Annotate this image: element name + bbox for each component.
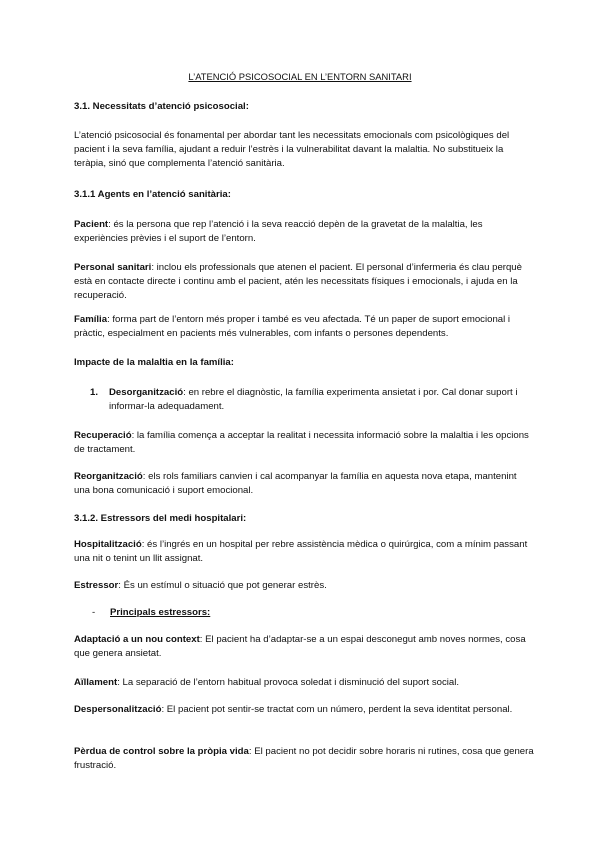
impact-term: Reorganització [74,471,143,482]
impact-term: Recuperació [74,430,132,441]
agent-familia [74,313,534,341]
stressor-aillament [74,676,534,690]
stressors-list-title: Principals estressors: [110,607,211,618]
impact-desorganitzacio [109,386,534,414]
stressor-despersonalitzacio [74,703,534,717]
agent-pacient [74,218,534,246]
definition-text: : És un estímul o situació que pot generar estrès. [118,580,327,591]
stressor-text: : El pacient no pot decidir sobre horaris ni rutines, cosa que genera frustració. [74,746,534,771]
stressor-adaptacio [74,633,534,661]
stressor-text: : La separació de l’entorn habitual provoca soledat i disminució del suport social. [117,677,460,688]
impact-recuperacio [74,429,534,457]
document-title: L’ATENCIÓ PSICOSOCIAL EN L’ENTORN SANITARI [188,71,412,82]
stressor-term: Aïllament [74,677,118,688]
definition-text: : és l’ingrés en un hospital per rebre assistència mèdica o quirúrgica, com a mínim passant una nit o tenint un llit assignat. [74,539,528,564]
section-3-1-2-heading: 3.1.2. Estressors del medi hospitalari: [74,513,247,524]
definition-term: Hospitalització [74,539,142,550]
impact-text: : en rebre el diagnòstic, la família experimenta ansietat i por. Cal donar suport i informar-la adequadament. [109,387,518,412]
agent-term: Personal sanitari [74,262,152,273]
agent-personal-sanitari [74,261,534,303]
list-dash: - [92,607,96,618]
impact-reorganitzacio [74,470,534,498]
section-3-1-1-heading: 3.1.1 Agents en l’atenció sanitària: [74,189,231,200]
agent-text: : inclou els professionals que atenen el pacient. El personal d’infermeria és clau perquè està en contacte directe i continu amb el pacient, atén les necessitats físiques i emocionals, i ajuda en la recuperació. [74,262,522,301]
stressor-text: : El pacient pot sentir-se tractat com un número, perdent la seva identitat personal. [161,704,513,715]
agent-text: : és la persona que rep l’atenció i la seva reacció depèn de la gravetat de la malaltia, les experiències prèvies i el suport de l’entorn. [74,219,483,244]
stressor-text: : El pacient ha d’adaptar-se a un espai desconegut amb noves normes, cosa que genera ansietat. [74,634,526,659]
hospitalitzacio-definition [74,538,534,566]
section-3-1-heading: 3.1. Necessitats d’atenció psicosocial: [74,101,249,112]
impact-text: : la família comença a acceptar la realitat i necessita informació sobre la malaltia i les opcions de tractament. [74,430,529,455]
stressor-perdua-control [74,745,534,773]
definition-term: Estressor [74,580,119,591]
estressor-definition [74,579,534,593]
section-3-1-paragraph: L’atenció psicosocial és fonamental per abordar tant les necessitats emocionals com psicològiques del pacient i la seva família, ajudant a reduir l’estrès i la vulnerabilitat davant la malaltia. No substitueix la teràpia, sinó que complementa l’atenció sanitària. [74,130,510,169]
agent-text: : forma part de l’entorn més proper i també es veu afectada. Té un paper de suport emocional i pràctic, especialment en pacients més vulnerables, com infants o persones dependents. [74,314,511,339]
stressor-term: Despersonalització [74,704,162,715]
list-number: 1. [90,387,99,398]
agent-term: Família [74,314,108,325]
agent-term: Pacient [74,219,109,230]
stressor-term: Pèrdua de control sobre la pròpia vida [74,746,249,757]
impact-text: : els rols familiars canvien i cal acompanyar la família en aquesta nova etapa, mantenint una bona comunicació i suport emocional. [74,471,517,496]
impact-heading: Impacte de la malaltia en la família: [74,357,234,368]
stressor-term: Adaptació a un nou context [74,634,200,645]
impact-term: Desorganització [109,387,184,398]
